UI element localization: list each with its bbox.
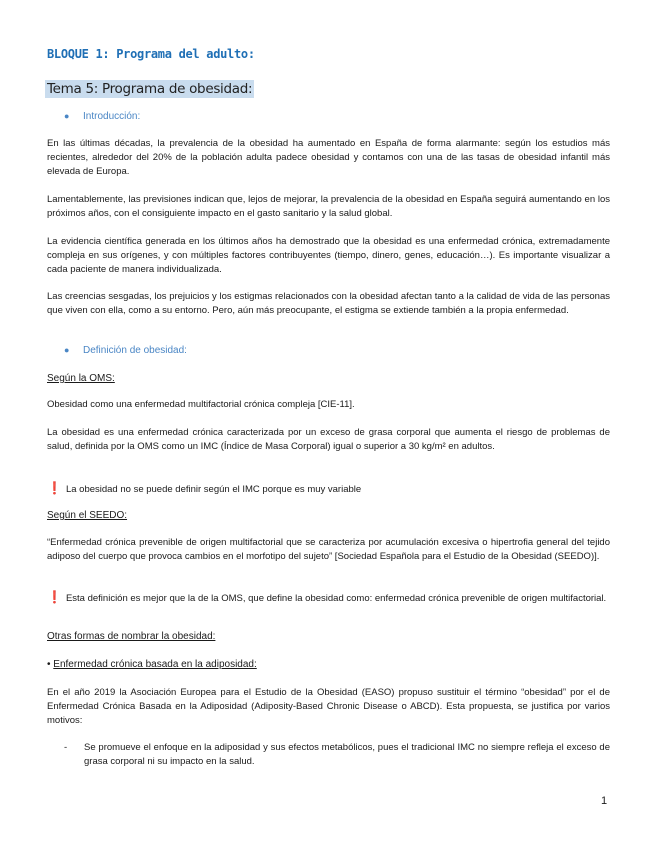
abcd-heading: Enfermedad crónica basada en la adiposidad: (53, 659, 257, 670)
abcd-list-item-1 (64, 741, 610, 769)
oms-paragraph-1 (47, 398, 610, 412)
abcd-paragraph-1-text: En el año 2019 la Asociación Europea para el Estudio de la Obesidad (EASO) propuso sustituir el término “obesidad” por el de Enfermedad Crónica Basada en la Adiposidad (Adiposity-Based Chronic Disease o ABCD). Esta propuesta, se justifica por varios motivos: (47, 687, 610, 726)
other-names-heading: Otras formas de nombrar la obesidad: (47, 631, 216, 642)
intro-paragraph-4 (47, 290, 610, 318)
intro-paragraph-2-text: Lamentablemente, las previsiones indican que, lejos de mejorar, la prevalencia de la obesidad en España seguirá aumentando en los próximos años, con el consiguiente impacto en el gasto sanitario y la salud global. (47, 194, 610, 219)
exclamation-icon: ❗ (47, 590, 62, 604)
abcd-heading-line (47, 659, 257, 670)
definition-bullet (64, 345, 364, 359)
seedo-heading: Según el SEEDO: (47, 510, 128, 521)
oms-note (47, 481, 610, 497)
oms-paragraph-2 (47, 426, 610, 454)
abcd-paragraph-1 (47, 686, 610, 728)
definition-bullet-label: Definición de obesidad: (83, 345, 187, 356)
exclamation-icon: ❗ (47, 481, 62, 495)
tema-title: Tema 5: Programa de obesidad: (47, 81, 253, 97)
oms-heading: Según la OMS: (47, 373, 115, 384)
bullet-dot-icon: ● (64, 111, 70, 121)
oms-paragraph-2-text: La obesidad es una enfermedad crónica caracterizada por un exceso de grasa corporal que aumenta el riesgo de problemas de salud, definida por la OMS como un IMC (Índice de Masa Corporal) igual o superior a 30 kg/m² en adultos. (47, 427, 610, 452)
seedo-paragraph-1 (47, 536, 610, 564)
abcd-bullet-icon: • (47, 659, 51, 670)
page-number: 1 (601, 795, 608, 807)
intro-paragraph-2 (47, 193, 610, 221)
intro-paragraph-4-text: Las creencias sesgadas, los prejuicios y los estigmas relacionados con la obesidad afectan tanto a la calidad de vida de las personas que viven con ella, como a su entorno. Pero, aún más preocupante, el estigma se extiende también a la propia enfermedad. (47, 291, 610, 316)
bullet-dot-icon: ● (64, 345, 70, 355)
oms-paragraph-1-text: Obesidad como una enfermedad multifactorial crónica compleja [CIE-11]. (47, 399, 355, 410)
oms-note-text: La obesidad no se puede definir según el IMC porque es muy variable (65, 484, 362, 495)
intro-paragraph-1-text: En las últimas décadas, la prevalencia de la obesidad ha aumentado en España de forma alarmante: según los estudios más recientes, alrededor del 20% de la población adulta padece obesidad y contamos con una de las tasas de obesidad infantil más elevada de Europa. (47, 138, 610, 177)
seedo-paragraph-1-text: “Enfermedad crónica prevenible de origen multifactorial que se caracteriza por acumulación excesiva o hipertrofia general del tejido adiposo del cuerpo que provoca cambios en el morfotipo del sujeto” [Sociedad Española para el Estudio de la Obesidad (SEEDO)]. (47, 537, 610, 562)
bloque-title: BLOQUE 1: Programa del adulto: (47, 47, 255, 61)
intro-paragraph-3-text: La evidencia científica generada en los últimos años ha demostrado que la obesidad es una enfermedad crónica, extremadamente compleja en sus orígenes, y con múltiples factores contribuyentes (tiempo, dinero, genes, educación…). Es importante visualizar a cada paciente de manera individualizada. (47, 236, 610, 275)
dash-marker: - (64, 742, 68, 753)
intro-paragraph-1 (47, 137, 610, 179)
seedo-note (47, 590, 610, 606)
intro-bullet (64, 111, 364, 125)
intro-paragraph-3 (47, 235, 610, 277)
seedo-note-text: Esta definición es mejor que la de la OMS, que define la obesidad como: enfermedad crónica prevenible de origen multifactorial. (65, 593, 607, 604)
intro-bullet-label: Introducción: (83, 111, 141, 122)
abcd-list-item-1-text: Se promueve el enfoque en la adiposidad y sus efectos metabólicos, pues el tradicional IMC no siempre refleja el exceso de grasa corporal ni su impacto en la salud. (84, 742, 610, 767)
